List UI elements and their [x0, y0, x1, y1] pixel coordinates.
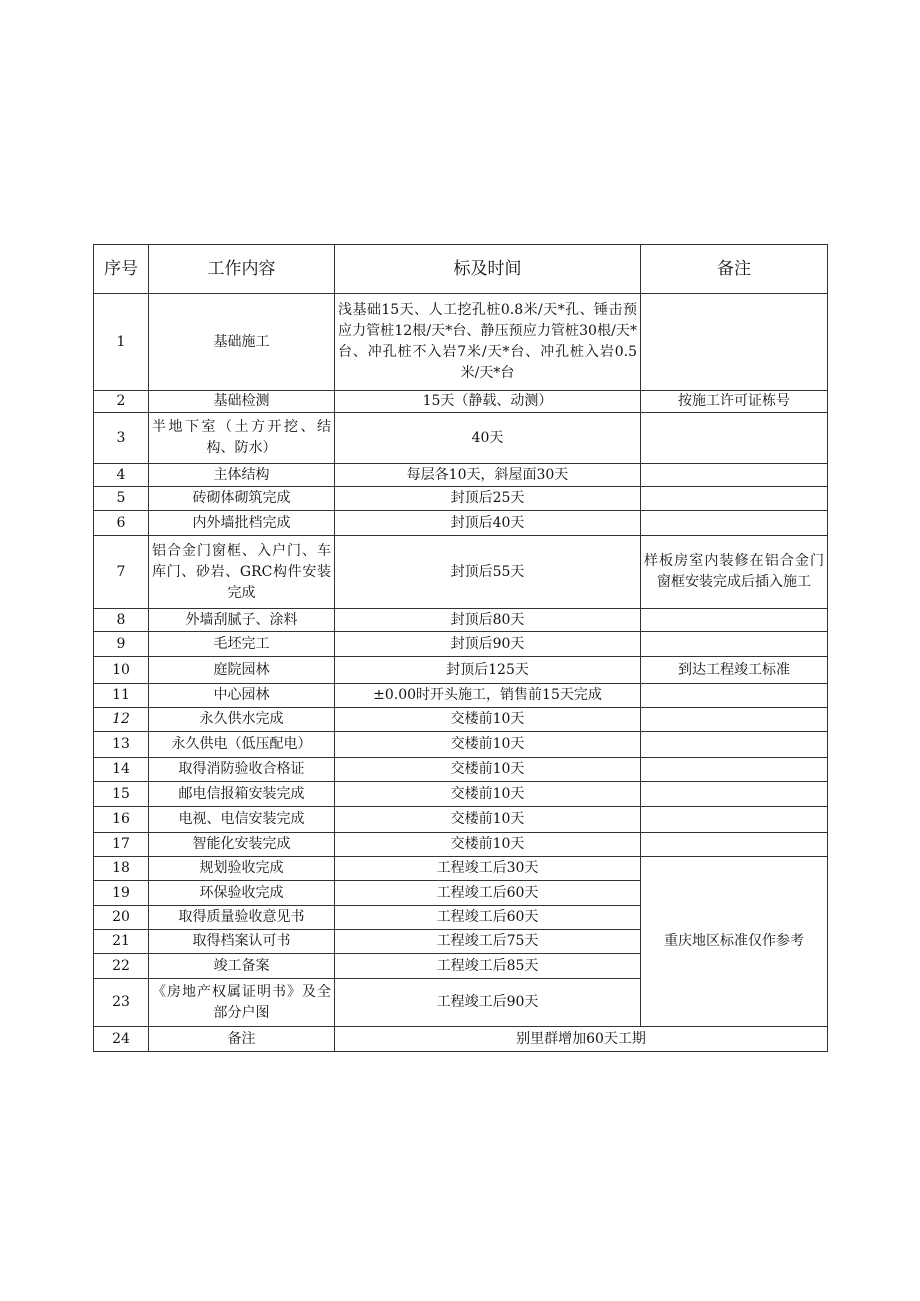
row-time: 工程竣工后75天	[335, 930, 641, 954]
row-note	[641, 684, 828, 708]
row-time: 工程竣工后60天	[335, 906, 641, 930]
row-work: 外墙刮腻子、涂料	[149, 609, 335, 632]
row-work: 电视、电信安装完成	[149, 807, 335, 833]
row-note: 到达工程竣工标准	[641, 657, 828, 684]
row-note: 按施工许可证栋号	[641, 391, 828, 413]
header-note: 备注	[641, 245, 828, 294]
row-note	[641, 511, 828, 536]
row-no: 3	[94, 413, 149, 464]
row-work: 竣工备案	[149, 954, 335, 979]
row-note	[641, 833, 828, 857]
row-note	[641, 632, 828, 657]
row-time: 交楼前10天	[335, 758, 641, 782]
row-note	[641, 807, 828, 833]
row-work: 庭院园林	[149, 657, 335, 684]
table-row	[94, 391, 828, 413]
table-row	[94, 536, 828, 609]
row-note	[641, 782, 828, 807]
row-no: 11	[94, 684, 149, 708]
header-work: 工作内容	[149, 245, 335, 294]
row-no: 9	[94, 632, 149, 657]
row-work: 备注	[149, 1027, 335, 1052]
row-note	[641, 487, 828, 511]
table-row	[94, 807, 828, 833]
row-no: 20	[94, 906, 149, 930]
row-note	[641, 294, 828, 391]
row-work: 《房地产权属证明书》及全部分户图	[149, 979, 335, 1027]
row-work: 半地下室（土方开挖、结构、防水）	[149, 413, 335, 464]
row-no: 12	[94, 708, 149, 732]
row-work: 砖砌体砌筑完成	[149, 487, 335, 511]
row-no: 10	[94, 657, 149, 684]
table-row	[94, 684, 828, 708]
table-row	[94, 1027, 828, 1052]
row-time: 工程竣工后30天	[335, 857, 641, 881]
row-no: 15	[94, 782, 149, 807]
row-time: 15天（静载、动测）	[335, 391, 641, 413]
merged-note-cell: 重庆地区标准仅作参考	[641, 857, 828, 1027]
header-no: 序号	[94, 245, 149, 294]
row-work: 取得档案认可书	[149, 930, 335, 954]
row-time: 封顶后90天	[335, 632, 641, 657]
row-note	[641, 609, 828, 632]
table-row	[94, 464, 828, 487]
row-time: 工程竣工后60天	[335, 881, 641, 906]
row-work: 取得消防验收合格证	[149, 758, 335, 782]
row-no: 23	[94, 979, 149, 1027]
row-time: 每层各10天，斜屋面30天	[335, 464, 641, 487]
table-row	[94, 833, 828, 857]
table-row	[94, 632, 828, 657]
table-row	[94, 487, 828, 511]
row-work: 基础检测	[149, 391, 335, 413]
table-row	[94, 732, 828, 758]
row-no: 18	[94, 857, 149, 881]
row-work: 邮电信报箱安装完成	[149, 782, 335, 807]
row-no: 17	[94, 833, 149, 857]
row-work: 永久供水完成	[149, 708, 335, 732]
row-no: 13	[94, 732, 149, 758]
row-time: 交楼前10天	[335, 782, 641, 807]
row-no: 22	[94, 954, 149, 979]
row-no: 5	[94, 487, 149, 511]
row-note	[641, 413, 828, 464]
row-work: 环保验收完成	[149, 881, 335, 906]
row-time: 封顶后55天	[335, 536, 641, 609]
row-time: 40天	[335, 413, 641, 464]
row-note	[641, 758, 828, 782]
row-time: 交楼前10天	[335, 708, 641, 732]
row-no: 19	[94, 881, 149, 906]
row-work: 智能化安装完成	[149, 833, 335, 857]
table-row	[94, 413, 828, 464]
row-note	[641, 464, 828, 487]
row-time: 浅基础15天、人工挖孔桩0.8米/天*孔、锤击预应力管桩12根/天*台、静压预应力管桩30根/天*台、冲孔桩不入岩7米/天*台、冲孔桩入岩0.5米/天*台	[335, 294, 641, 391]
schedule-table	[93, 244, 828, 1052]
table-row	[94, 511, 828, 536]
row-work: 主体结构	[149, 464, 335, 487]
row-no: 4	[94, 464, 149, 487]
row-time: 工程竣工后85天	[335, 954, 641, 979]
table-row	[94, 657, 828, 684]
row-note	[641, 732, 828, 758]
row-work: 中心园林	[149, 684, 335, 708]
row-time: 别里群增加60天工期	[335, 1027, 828, 1052]
row-no: 24	[94, 1027, 149, 1052]
row-work: 基础施工	[149, 294, 335, 391]
header-time: 标及时间	[335, 245, 641, 294]
row-work: 规划验收完成	[149, 857, 335, 881]
row-no: 6	[94, 511, 149, 536]
row-no: 8	[94, 609, 149, 632]
table-row	[94, 294, 828, 391]
row-time: 交楼前10天	[335, 732, 641, 758]
table-row	[94, 782, 828, 807]
row-no: 16	[94, 807, 149, 833]
row-no: 21	[94, 930, 149, 954]
row-note	[641, 708, 828, 732]
row-work: 永久供电（低压配电）	[149, 732, 335, 758]
table-row	[94, 758, 828, 782]
table-row	[94, 609, 828, 632]
row-time: 交楼前10天	[335, 807, 641, 833]
row-time: 交楼前10天	[335, 833, 641, 857]
row-time: ±0.00时开头施工，销售前15天完成	[335, 684, 641, 708]
row-note: 样板房室内装修在铝合金门窗框安装完成后插入施工	[641, 536, 828, 609]
header-row	[94, 245, 828, 294]
row-time: 封顶后125天	[335, 657, 641, 684]
row-no: 2	[94, 391, 149, 413]
row-time: 封顶后40天	[335, 511, 641, 536]
row-work: 毛坯完工	[149, 632, 335, 657]
row-work: 铝合金门窗框、入户门、车库门、砂岩、GRC构件安装完成	[149, 536, 335, 609]
table-row	[94, 857, 828, 881]
row-no: 7	[94, 536, 149, 609]
row-no: 1	[94, 294, 149, 391]
table-row	[94, 708, 828, 732]
row-work: 取得质量验收意见书	[149, 906, 335, 930]
row-work: 内外墙批档完成	[149, 511, 335, 536]
row-no: 14	[94, 758, 149, 782]
row-time: 工程竣工后90天	[335, 979, 641, 1027]
row-time: 封顶后25天	[335, 487, 641, 511]
row-time: 封顶后80天	[335, 609, 641, 632]
